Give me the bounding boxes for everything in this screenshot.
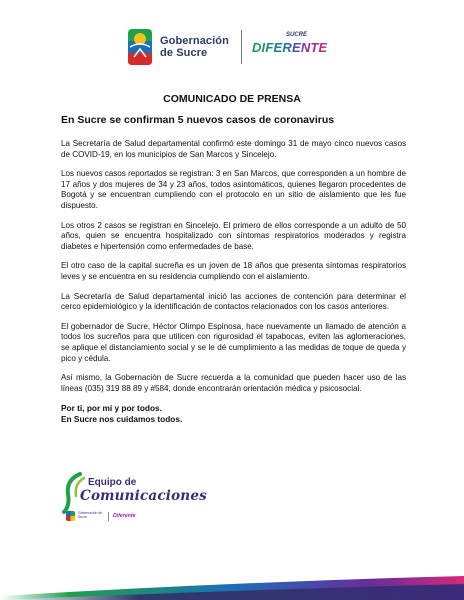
- closing-message: [61, 403, 406, 425]
- sucre-diferente-logo: [252, 32, 344, 62]
- mini-gov-icon: [66, 511, 75, 521]
- footer-color-band: [0, 576, 464, 600]
- mini-divider: [108, 512, 109, 521]
- gov-line2: de Sucre: [160, 47, 208, 59]
- paragraph: Los nuevos casos reportados se registran: 3 en San Marcos, que corresponden a un hombre de 17 años y dos mujeres de 34 y 23 años, todos asintomáticos, quienes llegaron procedentes de Bogotá y se encuentran cumpliendo con el protocolo en un sitio de aislamiento que les fue dispuesto.: [61, 169, 406, 210]
- press-body: [61, 139, 406, 425]
- press-subtitle: En Sucre se confirman 5 nuevos casos de coronavirus: [61, 114, 335, 126]
- closing-line2: En Sucre nos cuidamos todos.: [61, 414, 183, 425]
- paragraph: Los otros 2 casos se registran en Sincelejo. El primero de ellos corresponde a un adulto de 50 años, quien se encuentra hospitalizado con síntomas respiratorios moderados y registra diabetes e hipertensión como enfermedades de base.: [61, 220, 406, 251]
- header-divider: [241, 30, 242, 64]
- paragraph: La Secretaría de Salud departamental confirmó este domingo 31 de mayo cinco nuevos casos de COVID-19, en los municipios de San Marcos y Sincelejo.: [61, 139, 406, 159]
- gobernacion-logo-icon: [126, 27, 154, 67]
- paragraph: El gobernador de Sucre, Héctor Olimpo Espinosa, hace nuevamente un llamado de atención a todos los sucreños para que utilicen con rigurosidad el tapabocas, eviten las aglomeraciones, se aplique el distanciamiento social y se le dé cumplimiento a las medidas de toque de queda y pico y cédula.: [61, 321, 406, 363]
- paragraph: La Secretaría de Salud departamental inició las acciones de contención para determinar el cerco epidemiológico y la identificación de contactos relacionados con los casos anteriores.: [61, 291, 406, 312]
- press-title: COMUNICADO DE PRENSA: [163, 93, 301, 105]
- mini-brand: Diferente: [113, 513, 136, 519]
- brand-big: DIFERENTE: [251, 40, 328, 55]
- equipo-top-label: Equipo de: [88, 477, 137, 488]
- gov-line1: Gobernación: [160, 35, 229, 47]
- closing-line1: Por ti, por mí y por todos.: [61, 403, 162, 414]
- paragraph: Así mismo, la Gobernación de Sucre recuerda a la comunidad que pueden hacer uso de las líneas (035) 319 88 89 y #584, donde encontrarán orientación médica y psicosocial.: [61, 373, 406, 393]
- gobernacion-name: [160, 35, 229, 59]
- equipo-main-label: Comunicaciones: [80, 488, 207, 504]
- mini-gov-text: Gobernación de Sucre: [78, 511, 103, 519]
- equipo-comunicaciones-logo: [60, 470, 207, 530]
- paragraph: El otro caso de la capital sucreña es un joven de 18 años que presenta síntomas respiratorios leves y se encuentra en su residencia cumpliendo con el aislamiento.: [61, 261, 406, 281]
- brand-small: SUCRE: [285, 32, 307, 38]
- header-logos: [126, 24, 346, 70]
- mini-logos: [66, 511, 136, 521]
